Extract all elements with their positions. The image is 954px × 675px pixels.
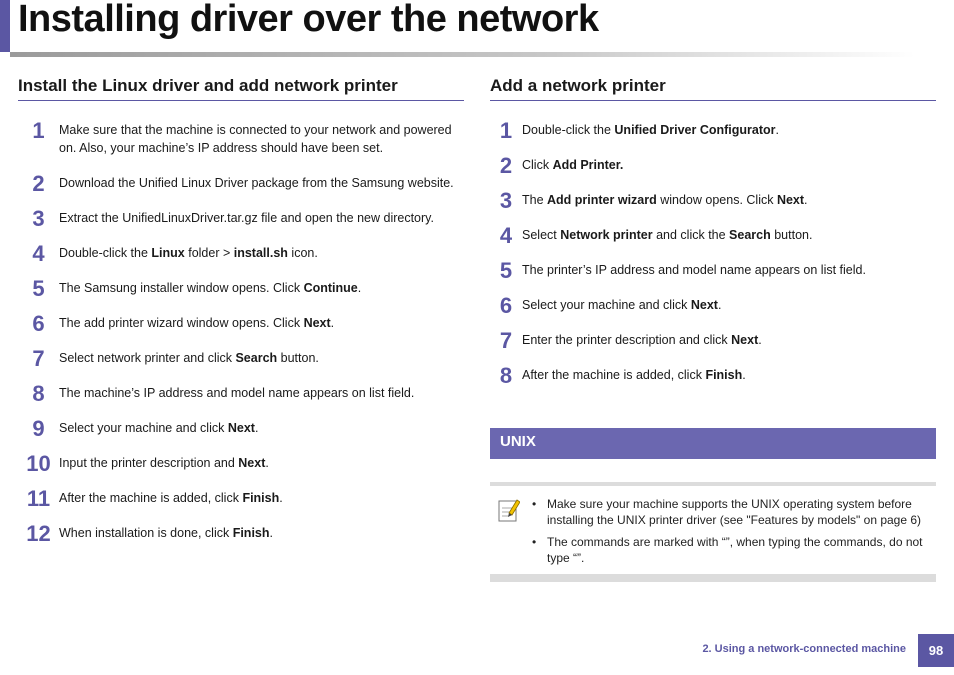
unix-note-box — [490, 482, 936, 582]
step-text — [59, 206, 434, 227]
step-number: 3 — [32, 206, 45, 231]
step-text-emphasis: Add printer wizard — [547, 193, 657, 207]
step-text — [522, 328, 762, 349]
step-text-run: When installation is done, click — [59, 526, 233, 540]
step-text-run: Enter the printer description and click — [522, 333, 732, 347]
step-number: 5 — [32, 276, 45, 301]
step-text-run: Select — [522, 228, 561, 242]
step-text — [59, 416, 258, 437]
footer-chapter-link[interactable]: 2. Using a network-connected machine — [702, 643, 906, 655]
step-text-run: Select network printer and click — [59, 351, 236, 365]
step-item — [18, 346, 468, 381]
step-text-run: Extract the UnifiedLinuxDriver.tar.gz file and open the new directory. — [59, 211, 434, 225]
step-text — [522, 293, 721, 314]
step-text-emphasis: Next — [238, 456, 266, 470]
step-text — [59, 311, 334, 332]
step-text-run: Make sure that the machine is connected to your network and powered on. Also, your machine’s IP address should have been set. — [59, 123, 452, 155]
step-text-emphasis: Next — [690, 298, 718, 312]
step-text-emphasis: Next — [731, 333, 759, 347]
step-number: 1 — [499, 118, 513, 143]
title-accent-bar — [0, 0, 10, 52]
step-item — [490, 223, 936, 258]
step-number: 4 — [32, 241, 45, 266]
step-item — [18, 206, 468, 241]
step-number: 6 — [32, 311, 45, 336]
step-number: 9 — [32, 416, 45, 441]
step-item — [18, 241, 468, 276]
step-text-run: . — [717, 298, 722, 312]
unix-note-item: • Make sure your machine supports the UNIX operating system before installing the UNIX printer driver (see "Features by models" on page 6) — [532, 497, 922, 527]
step-item — [18, 276, 468, 311]
step-text-run: . — [330, 316, 335, 330]
step-text-run: Select your machine and click — [59, 421, 228, 435]
step-item — [490, 363, 936, 398]
step-text-run: The Samsung installer window opens. Click — [59, 281, 304, 295]
step-text — [522, 118, 779, 139]
step-text-run: . — [758, 333, 762, 347]
step-text-run: . — [279, 491, 283, 505]
step-text — [59, 381, 414, 402]
step-text-emphasis: Unified Driver Configurator — [614, 123, 776, 137]
step-text — [59, 486, 283, 507]
step-text — [59, 451, 269, 472]
unix-note-item: • The commands are marked with “”, when typing the commands, do not type “”. — [532, 535, 923, 565]
unix-notes-list — [532, 496, 932, 572]
step-text — [522, 153, 623, 174]
step-text-run: . — [775, 123, 780, 137]
page-number-badge: 98 — [918, 634, 954, 667]
step-text-emphasis: Network printer — [560, 228, 653, 242]
step-text — [522, 363, 746, 384]
step-text-emphasis: Next — [776, 193, 805, 207]
step-text-emphasis: install.sh — [233, 246, 288, 260]
step-text-emphasis: Finish — [232, 526, 270, 540]
step-text-run: The machine’s IP address and model name appears on list field. — [59, 386, 415, 400]
step-text-run: Double-click the — [522, 123, 615, 137]
step-text-emphasis: Add Printer. — [552, 158, 624, 172]
step-item — [18, 311, 468, 346]
step-text-run: . — [804, 193, 808, 207]
step-text-run: Double-click the — [59, 246, 152, 260]
step-item — [490, 258, 936, 293]
step-number: 1 — [32, 118, 45, 143]
step-text-run: . — [269, 526, 273, 540]
step-text — [522, 188, 808, 209]
step-number: 5 — [499, 258, 513, 283]
step-item — [490, 153, 936, 188]
step-text — [59, 521, 273, 542]
note-pencil-icon — [498, 498, 520, 522]
step-text-run: button. — [770, 228, 813, 242]
step-number: 10 — [26, 451, 51, 476]
step-item — [18, 416, 468, 451]
step-number: 7 — [499, 328, 513, 353]
step-text-run: icon. — [287, 246, 318, 260]
step-text-run: After the machine is added, click — [522, 368, 706, 382]
step-text-run: Select your machine and click — [522, 298, 691, 312]
step-text-emphasis: Finish — [705, 368, 743, 382]
linux-section-heading: Install the Linux driver and add network printer — [18, 76, 464, 101]
step-text-run: button. — [277, 351, 319, 365]
step-item — [490, 118, 936, 153]
step-item — [18, 486, 468, 521]
step-text-run: . — [357, 281, 362, 295]
step-text-run: The add printer wizard window opens. Click — [59, 316, 304, 330]
step-text-run: Download the Unified Linux Driver package from the Samsung website. — [59, 176, 454, 190]
step-text-run: and click the — [652, 228, 730, 242]
step-number: 2 — [499, 153, 513, 178]
step-number: 2 — [32, 171, 45, 196]
step-text-run: Input the printer description and — [59, 456, 239, 470]
network-printer-steps-list — [490, 118, 936, 398]
page-title: Installing driver over the network — [18, 0, 599, 40]
step-text-run: The printer’s IP address and model name appears on list field. — [522, 263, 866, 277]
step-text — [59, 346, 319, 367]
step-number: 11 — [26, 486, 51, 511]
title-rule — [10, 52, 915, 57]
step-text-run: folder > — [184, 246, 234, 260]
step-text-run: . — [742, 368, 746, 382]
step-text-run: The — [522, 193, 548, 207]
step-text-emphasis: Finish — [242, 491, 280, 505]
step-item — [490, 188, 936, 223]
step-item — [18, 521, 468, 556]
step-number: 6 — [499, 293, 513, 318]
step-text — [59, 118, 468, 157]
step-number: 8 — [32, 381, 45, 406]
step-item — [18, 451, 468, 486]
step-number: 7 — [32, 346, 45, 371]
step-item — [18, 171, 468, 206]
network-printer-heading: Add a network printer — [490, 76, 936, 101]
step-number: 4 — [499, 223, 513, 248]
step-text-run: window opens. Click — [656, 193, 777, 207]
step-item — [18, 381, 468, 416]
step-text — [522, 258, 866, 279]
step-number: 3 — [499, 188, 513, 213]
step-text-emphasis: Next — [303, 316, 331, 330]
step-text-emphasis: Continue — [303, 281, 358, 295]
unix-section-heading: UNIX — [490, 428, 936, 459]
linux-steps-list — [18, 118, 468, 556]
step-text-run: After the machine is added, click — [59, 491, 243, 505]
step-text — [59, 241, 318, 262]
step-text-emphasis: Search — [235, 351, 278, 365]
step-text-run: . — [265, 456, 269, 470]
step-item — [18, 118, 468, 171]
step-text-run: Click — [522, 158, 553, 172]
step-text-emphasis: Next — [227, 421, 255, 435]
step-item — [490, 328, 936, 363]
step-number: 12 — [26, 521, 51, 546]
step-text-emphasis: Search — [729, 228, 771, 242]
step-text — [522, 223, 812, 244]
step-text-run: . — [254, 421, 259, 435]
step-number: 8 — [499, 363, 513, 388]
step-text — [59, 171, 454, 192]
step-text — [59, 276, 361, 297]
step-item — [490, 293, 936, 328]
step-text-emphasis: Linux — [151, 246, 185, 260]
